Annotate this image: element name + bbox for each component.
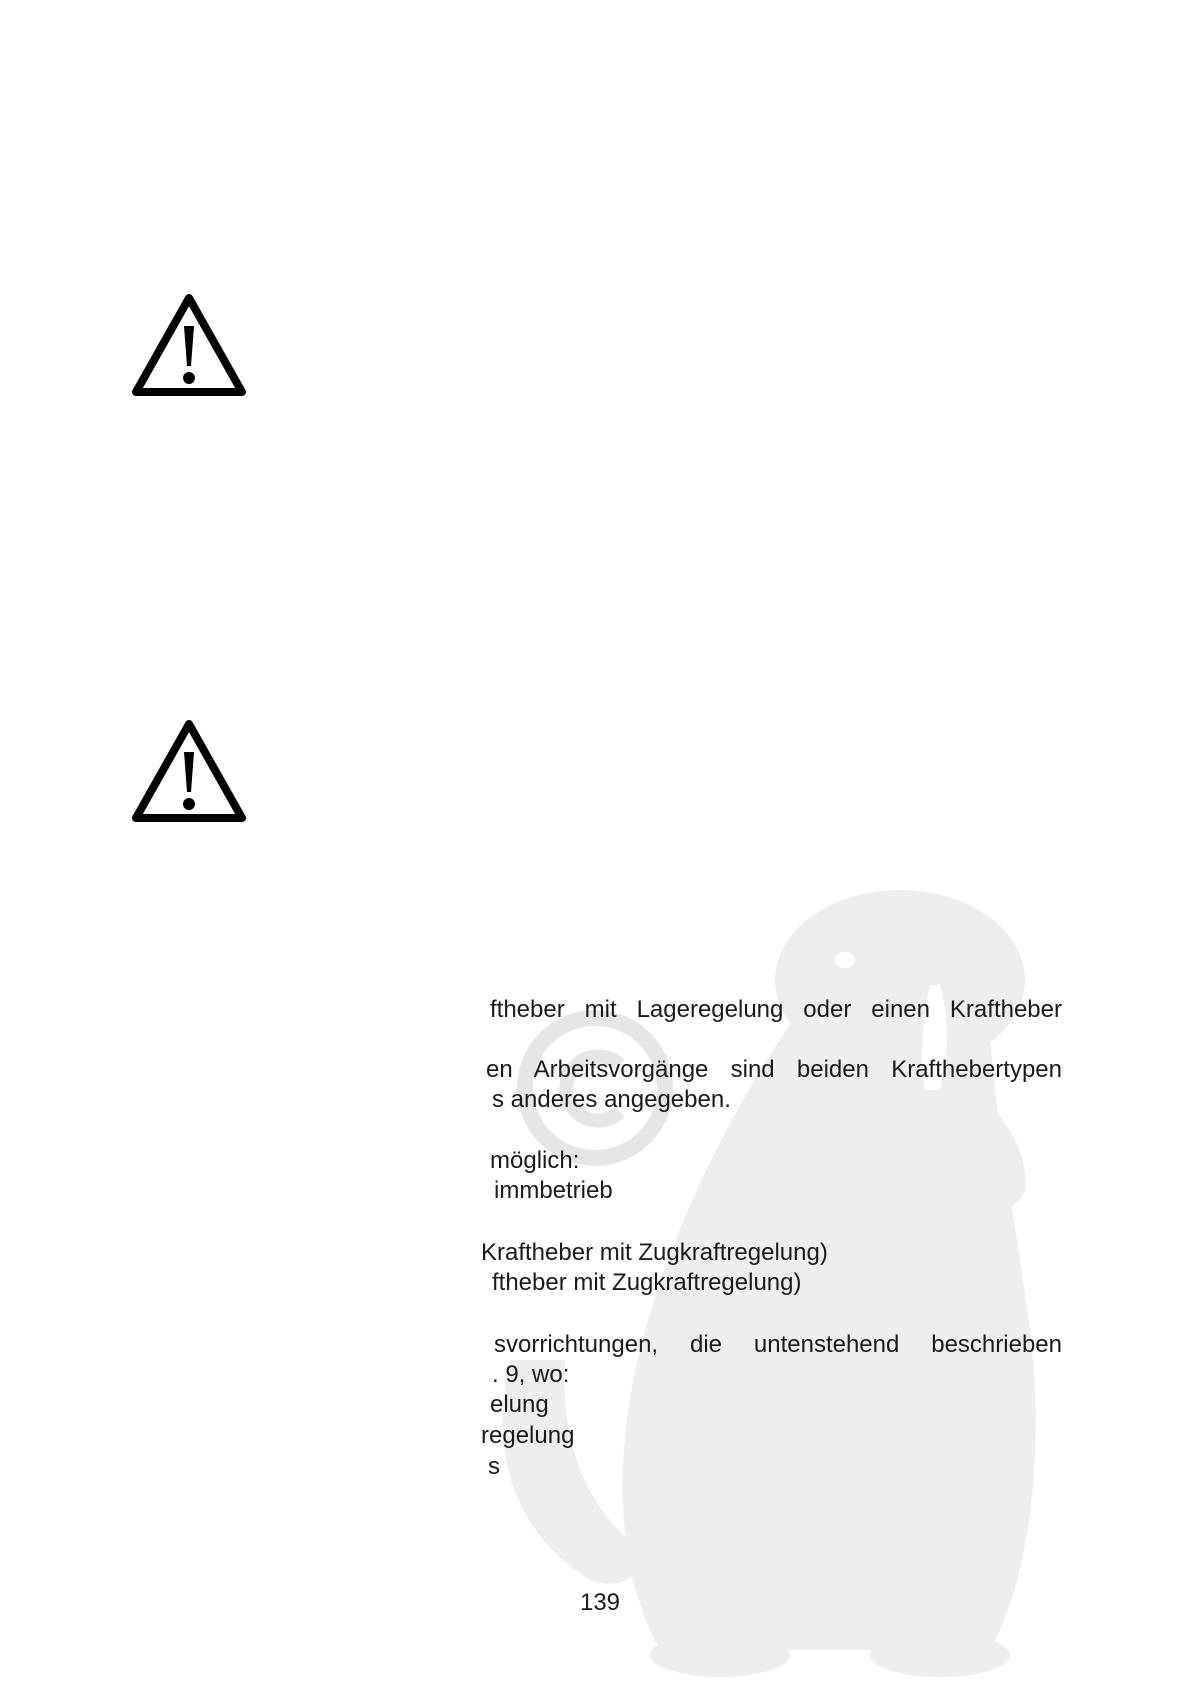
text-line: en Arbeitsvorgänge sind beiden Krafthebertypen — [486, 1056, 1062, 1083]
text-line: s — [488, 1453, 500, 1480]
text-line: svorrichtungen, die untenstehend beschrieben — [494, 1331, 1062, 1358]
warning-triangle-icon — [128, 290, 250, 400]
text-line: immbetrieb — [494, 1177, 613, 1204]
text-line: regelung — [481, 1422, 575, 1449]
text-line: möglich: — [490, 1147, 580, 1174]
text-line: . 9, wo: — [492, 1361, 570, 1388]
text-line: s anderes angegeben. — [492, 1086, 731, 1113]
page-number: 139 — [579, 1589, 621, 1616]
text-line: elung — [490, 1391, 549, 1418]
text-line: ftheber mit Zugkraftregelung) — [492, 1269, 802, 1296]
text-line: ftheber mit Lageregelung oder einen Kraftheber — [490, 996, 1062, 1023]
text-line: Kraftheber mit Zugkraftregelung) — [481, 1239, 828, 1266]
warning-triangle-icon — [128, 716, 250, 826]
